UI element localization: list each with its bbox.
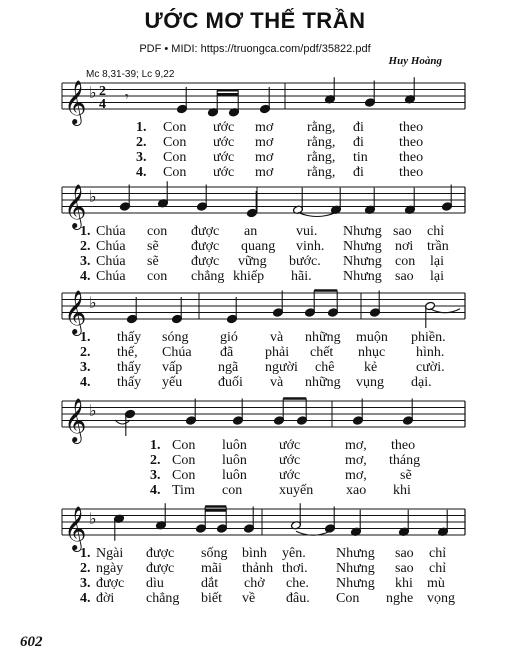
verse-number: 4.: [80, 269, 91, 284]
lyric-word: được: [191, 239, 220, 254]
note: [174, 87, 190, 114]
lyric-word: vọng: [427, 591, 455, 606]
lyric-word: chỉ: [429, 546, 447, 561]
note: [425, 301, 436, 328]
note: [405, 77, 416, 104]
note: [114, 514, 125, 541]
verse-number: 2.: [80, 345, 91, 360]
note: [365, 188, 376, 215]
lyric-word: ngã: [218, 360, 239, 375]
lyric-word: phiền.: [411, 330, 446, 345]
lyric-word: ước: [213, 150, 235, 165]
lyric-word: đi: [353, 165, 364, 180]
lyric-word: những: [305, 375, 341, 390]
note: [273, 291, 284, 318]
note: [124, 297, 140, 324]
lyric-word: trần: [427, 239, 449, 254]
note: [274, 399, 285, 426]
composer-name: Huy Hoàng: [388, 55, 442, 67]
lyric-word: sóng: [162, 330, 189, 345]
lyric-word: Nhưng: [343, 239, 382, 254]
lyric-word: Nhưng: [343, 224, 382, 239]
lyric-word: mơ: [255, 165, 274, 180]
verse-number: 4.: [80, 591, 91, 606]
lyric-word: con: [222, 483, 243, 498]
lyric-word: chê: [315, 360, 335, 375]
lyric-word: ước: [213, 135, 235, 150]
lyric-word: ngày: [96, 561, 124, 576]
key-flat-icon: ♭: [89, 83, 97, 102]
lyric-word: chết: [310, 345, 334, 360]
lyric-word: Nhưng: [336, 576, 375, 591]
lyric-word: theo: [399, 120, 424, 135]
lyric-word: Nhưng: [343, 254, 382, 269]
lyric-word: theo: [391, 438, 416, 453]
lyric-word: rằng,: [307, 135, 336, 150]
lyric-word: con: [147, 224, 168, 239]
lyric-word: chỉ: [427, 224, 445, 239]
lyric-word: con: [147, 269, 168, 284]
lyric-line-verse-4: [0, 591, 510, 607]
lyric-word: sao: [395, 269, 414, 284]
lyric-word: luôn: [222, 453, 247, 468]
treble-clef-icon: 𝄞: [64, 184, 87, 228]
note: [293, 188, 304, 215]
note: [305, 291, 316, 318]
lyric-word: dại.: [411, 375, 432, 390]
note: [351, 510, 362, 537]
lyric-word: yên.: [282, 546, 306, 561]
lyric-word: Chúa: [96, 224, 126, 239]
lyric-word: Tim: [172, 483, 195, 498]
page-number: 602: [20, 634, 43, 650]
lyric-word: khi: [393, 483, 411, 498]
note: [438, 510, 449, 537]
verse-number: 2.: [136, 135, 147, 150]
verse-number: 3.: [80, 576, 91, 591]
key-flat-icon: ♭: [89, 509, 97, 528]
note: [257, 87, 273, 114]
note: [244, 507, 255, 534]
note: [353, 399, 364, 426]
note: [370, 291, 381, 318]
lyric-word: ước: [213, 120, 235, 135]
lyric-word: xuyến: [279, 483, 314, 498]
note: [328, 291, 339, 318]
lyric-word: và: [270, 375, 284, 390]
lyric-word: vinh.: [296, 239, 325, 254]
lyric-word: chẳng: [191, 269, 225, 284]
lyric-word: sao: [395, 546, 414, 561]
lyric-word: chở: [244, 576, 265, 591]
note: [325, 507, 336, 534]
lyric-word: Nhưng: [336, 546, 375, 561]
lyric-word: luôn: [222, 438, 247, 453]
verse-number: 2.: [150, 453, 161, 468]
lyric-word: được: [191, 254, 220, 269]
verse-number: 3.: [80, 360, 91, 375]
lyric-word: sao: [393, 224, 412, 239]
lyric-word: mơ,: [345, 453, 367, 468]
lyric-word: sống: [201, 546, 228, 561]
lyric-word: che.: [286, 576, 309, 591]
lyric-word: phải: [265, 345, 290, 360]
lyric-word: Nhưng: [343, 269, 382, 284]
verse-number: 2.: [80, 561, 91, 576]
lyric-word: Con: [172, 468, 196, 483]
key-flat-icon: ♭: [89, 293, 97, 312]
lyric-word: mơ: [255, 120, 274, 135]
lyric-word: khiếp: [233, 269, 265, 284]
lyric-word: Chúa: [96, 239, 126, 254]
lyric-word: vấp: [162, 360, 183, 375]
lyric-word: lại: [430, 269, 444, 284]
lyric-word: Nhưng: [336, 561, 375, 576]
verse-number: 1.: [80, 546, 91, 561]
lyric-word: con: [395, 254, 416, 269]
lyric-word: thấy: [117, 375, 142, 390]
lyric-word: xao: [346, 483, 367, 498]
lyric-word: bình: [242, 546, 267, 561]
note: [158, 181, 169, 208]
note: [442, 185, 453, 212]
note: [196, 507, 207, 534]
note: [403, 399, 414, 426]
lyric-word: thấy: [117, 330, 142, 345]
verse-number: 1.: [80, 224, 91, 239]
lyric-word: được: [191, 224, 220, 239]
lyric-line-verse-2: [0, 345, 510, 361]
lyric-word: thảnh: [242, 561, 274, 576]
lyric-word: nghe: [386, 591, 414, 606]
verse-number: 4.: [80, 375, 91, 390]
lyric-word: đi: [353, 120, 364, 135]
note: [197, 185, 208, 212]
lyric-word: Chúa: [96, 269, 126, 284]
lyric-word: hãi.: [291, 269, 312, 284]
lyric-word: nơi: [395, 239, 414, 254]
treble-clef-icon: 𝄞: [64, 80, 87, 124]
lyric-word: dìu: [146, 576, 164, 591]
lyric-word: mơ,: [345, 468, 367, 483]
lyric-word: lại: [430, 254, 444, 269]
note: [233, 399, 244, 426]
lyric-word: muộn: [356, 330, 388, 345]
note: [244, 191, 260, 218]
lyric-word: thấy: [117, 360, 142, 375]
lyric-word: đời: [96, 591, 115, 606]
lyric-word: khi: [395, 576, 413, 591]
treble-clef-icon: 𝄞: [64, 506, 87, 550]
lyric-word: yếu: [162, 375, 183, 390]
lyric-word: mơ: [255, 135, 274, 150]
lyric-word: đã: [220, 345, 234, 360]
note: [169, 297, 185, 324]
note: [331, 188, 342, 215]
lyric-word: sẽ: [147, 254, 159, 269]
lyric-word: mù: [427, 576, 445, 591]
note: [325, 77, 336, 104]
verse-number: 2.: [80, 239, 91, 254]
lyric-word: theo: [399, 150, 424, 165]
lyric-word: được: [146, 561, 175, 576]
lyric-line-verse-3: [0, 576, 510, 592]
lyric-word: kẻ: [364, 360, 378, 375]
lyric-word: tin: [353, 150, 368, 165]
lyric-word: gió: [220, 330, 238, 345]
lyric-word: dắt: [201, 576, 219, 591]
lyric-word: Ngài: [96, 546, 124, 561]
note: [297, 399, 308, 426]
lyric-word: Con: [163, 120, 187, 135]
lyric-word: ước: [279, 438, 301, 453]
lyric-word: rằng,: [307, 120, 336, 135]
lyric-word: được: [146, 546, 175, 561]
lyric-line-verse-2: [0, 135, 510, 151]
lyric-word: vui.: [296, 224, 318, 239]
note: [156, 503, 167, 530]
lyric-word: Con: [163, 150, 187, 165]
verse-number: 3.: [80, 254, 91, 269]
lyric-line-verse-2: [0, 561, 510, 577]
verse-number: 3.: [136, 150, 147, 165]
verse-number: 1.: [80, 330, 91, 345]
lyric-word: mãi: [201, 561, 222, 576]
lyric-word: rằng,: [307, 150, 336, 165]
source-link[interactable]: PDF • MIDI: https://truongca.com/pdf/35822.pdf: [139, 43, 371, 55]
lyric-line-verse-1: [0, 546, 510, 562]
treble-clef-icon: 𝄞: [64, 290, 87, 334]
lyric-word: vụng: [356, 375, 384, 390]
lyric-word: về: [242, 591, 256, 606]
lyric-line-verse-1: [0, 438, 510, 454]
lyric-word: thơi.: [282, 561, 308, 576]
lyric-word: biết: [201, 591, 222, 606]
lyric-line-verse-1: [0, 224, 510, 240]
note: [405, 188, 416, 215]
lyric-word: cười.: [416, 360, 445, 375]
key-flat-icon: ♭: [89, 187, 97, 206]
lyric-word: bước.: [289, 254, 321, 269]
lyric-word: Chúa: [162, 345, 192, 360]
eighth-rest-icon: 𝄾: [125, 89, 129, 105]
lyric-word: và: [270, 330, 284, 345]
song-title: ƯỚC MƠ THẾ TRẦN: [144, 8, 366, 33]
note: [224, 297, 240, 324]
note: [399, 510, 410, 537]
lyric-word: đi: [353, 135, 364, 150]
lyric-word: an: [244, 224, 258, 239]
key-flat-icon: ♭: [89, 401, 97, 420]
lyric-word: đuối: [218, 375, 243, 390]
lyric-word: những: [305, 330, 341, 345]
lyric-word: rằng,: [307, 165, 336, 180]
verse-number: 4.: [136, 165, 147, 180]
verse-number: 1.: [150, 438, 161, 453]
treble-clef-icon: 𝄞: [64, 398, 87, 442]
scripture-reference: Mc 8,31-39; Lc 9,22: [86, 69, 175, 80]
note: [186, 399, 197, 426]
lyric-word: ước: [279, 468, 301, 483]
lyric-word: luôn: [222, 468, 247, 483]
note: [365, 81, 376, 108]
lyric-word: Con: [163, 165, 187, 180]
lyric-word: sẽ: [400, 468, 412, 483]
lyric-word: theo: [399, 165, 424, 180]
verse-number: 4.: [150, 483, 161, 498]
lyric-word: Con: [172, 453, 196, 468]
lyric-word: ước: [279, 453, 301, 468]
lyric-word: người: [265, 360, 298, 375]
time-signature-top: 2: [99, 84, 106, 99]
lyric-word: mơ,: [345, 438, 367, 453]
lyric-word: tháng: [389, 453, 421, 468]
note: [120, 185, 131, 212]
lyric-word: theo: [399, 135, 424, 150]
lyric-line-verse-1: [0, 120, 510, 136]
lyric-word: vững: [238, 254, 267, 269]
lyric-line-verse-1: [0, 330, 510, 346]
lyric-word: sẽ: [147, 239, 159, 254]
lyric-line-verse-2: [0, 239, 510, 255]
verse-number: 3.: [150, 468, 161, 483]
lyric-word: hình.: [416, 345, 445, 360]
lyric-line-verse-2: [0, 453, 510, 469]
lyric-word: được: [96, 576, 125, 591]
lyric-word: sao: [395, 561, 414, 576]
lyric-word: mơ: [255, 150, 274, 165]
note: [291, 503, 302, 530]
lyric-word: ước: [213, 165, 235, 180]
lyric-word: Con: [163, 135, 187, 150]
lyric-word: đâu.: [286, 591, 310, 606]
lyric-word: Con: [336, 591, 360, 606]
time-signature-bottom: 4: [99, 97, 106, 112]
lyric-word: thế,: [117, 345, 138, 360]
lyric-word: nhục: [358, 345, 386, 360]
lyric-word: quang: [241, 239, 276, 254]
lyric-word: Con: [172, 438, 196, 453]
lyric-word: chẳng: [146, 591, 180, 606]
lyric-word: Chúa: [96, 254, 126, 269]
verse-number: 1.: [136, 120, 147, 135]
lyric-word: chỉ: [429, 561, 447, 576]
